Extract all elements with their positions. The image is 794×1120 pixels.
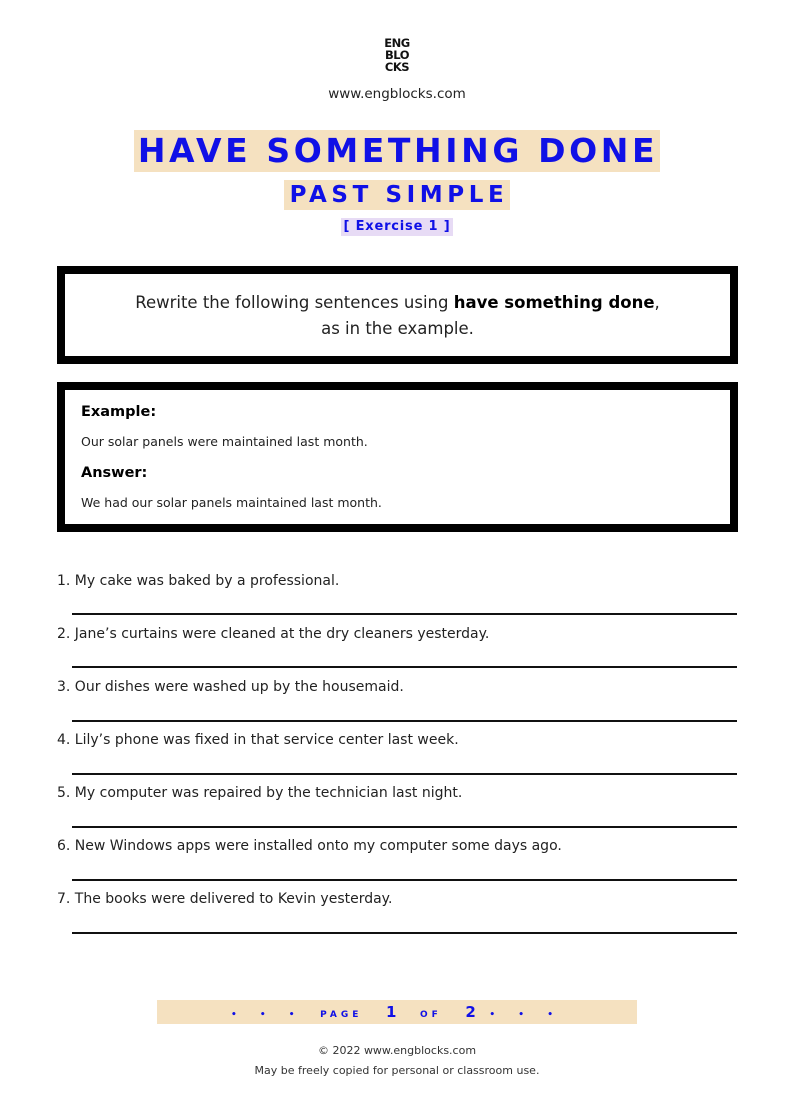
of-word: OF xyxy=(420,1010,442,1020)
page-number: 1 xyxy=(386,1003,397,1021)
worksheet-title-wrap xyxy=(0,130,794,172)
exercise-label-wrap xyxy=(0,215,794,236)
answer-line-2[interactable] xyxy=(72,666,737,668)
instruction-line-1 xyxy=(65,290,730,316)
answer-line-3[interactable] xyxy=(72,720,737,722)
question-1: 1. My cake was baked by a professional. xyxy=(57,573,340,589)
question-6: 6. New Windows apps were installed onto my computer some days ago. xyxy=(57,838,562,854)
instruction-box xyxy=(57,266,738,364)
worksheet-subtitle: PAST SIMPLE xyxy=(284,180,511,210)
instruction-text: Rewrite the following sentences using xyxy=(135,293,454,312)
worksheet-title: HAVE SOMETHING DONE xyxy=(134,130,660,172)
instruction-line-2: as in the example. xyxy=(321,319,474,338)
answer-line-4[interactable] xyxy=(72,773,737,775)
dots-right: • • • xyxy=(489,1010,563,1020)
engblocks-logo xyxy=(0,37,794,73)
instruction-punct: , xyxy=(654,293,660,312)
page-indicator xyxy=(157,1000,637,1024)
example-label: Example: xyxy=(81,404,157,420)
site-url: www.engblocks.com xyxy=(328,86,466,102)
logo-line: BLO xyxy=(385,48,409,62)
dots-left: • • • xyxy=(231,1010,305,1020)
copyright: © 2022 www.engblocks.com xyxy=(317,1044,477,1057)
page-word: PAGE xyxy=(320,1010,363,1020)
answer-line-1[interactable] xyxy=(72,613,737,615)
answer-line-5[interactable] xyxy=(72,826,737,828)
worksheet-subtitle-wrap xyxy=(0,180,794,210)
example-box xyxy=(57,382,738,532)
exercise-label: [ Exercise 1 ] xyxy=(341,218,454,236)
logo-line: ENG xyxy=(384,36,410,50)
question-7: 7. The books were delivered to Kevin yesterday. xyxy=(57,891,393,907)
license-note: May be freely copied for personal or classroom use. xyxy=(254,1064,540,1077)
answer-line-6[interactable] xyxy=(72,879,737,881)
question-2: 2. Jane’s curtains were cleaned at the dry cleaners yesterday. xyxy=(57,626,490,642)
question-3: 3. Our dishes were washed up by the housemaid. xyxy=(57,679,404,695)
logo-line: CKS xyxy=(384,60,410,74)
answer-line-7[interactable] xyxy=(72,932,737,934)
question-5: 5. My computer was repaired by the technician last night. xyxy=(57,785,463,801)
answer-label: Answer: xyxy=(81,465,148,481)
instruction-bold: have something done xyxy=(453,293,655,312)
answer-text: We had our solar panels maintained last month. xyxy=(81,495,382,510)
example-text: Our solar panels were maintained last month. xyxy=(81,434,368,449)
page-total: 2 xyxy=(465,1003,476,1021)
question-4: 4. Lily’s phone was fixed in that service center last week. xyxy=(57,732,459,748)
